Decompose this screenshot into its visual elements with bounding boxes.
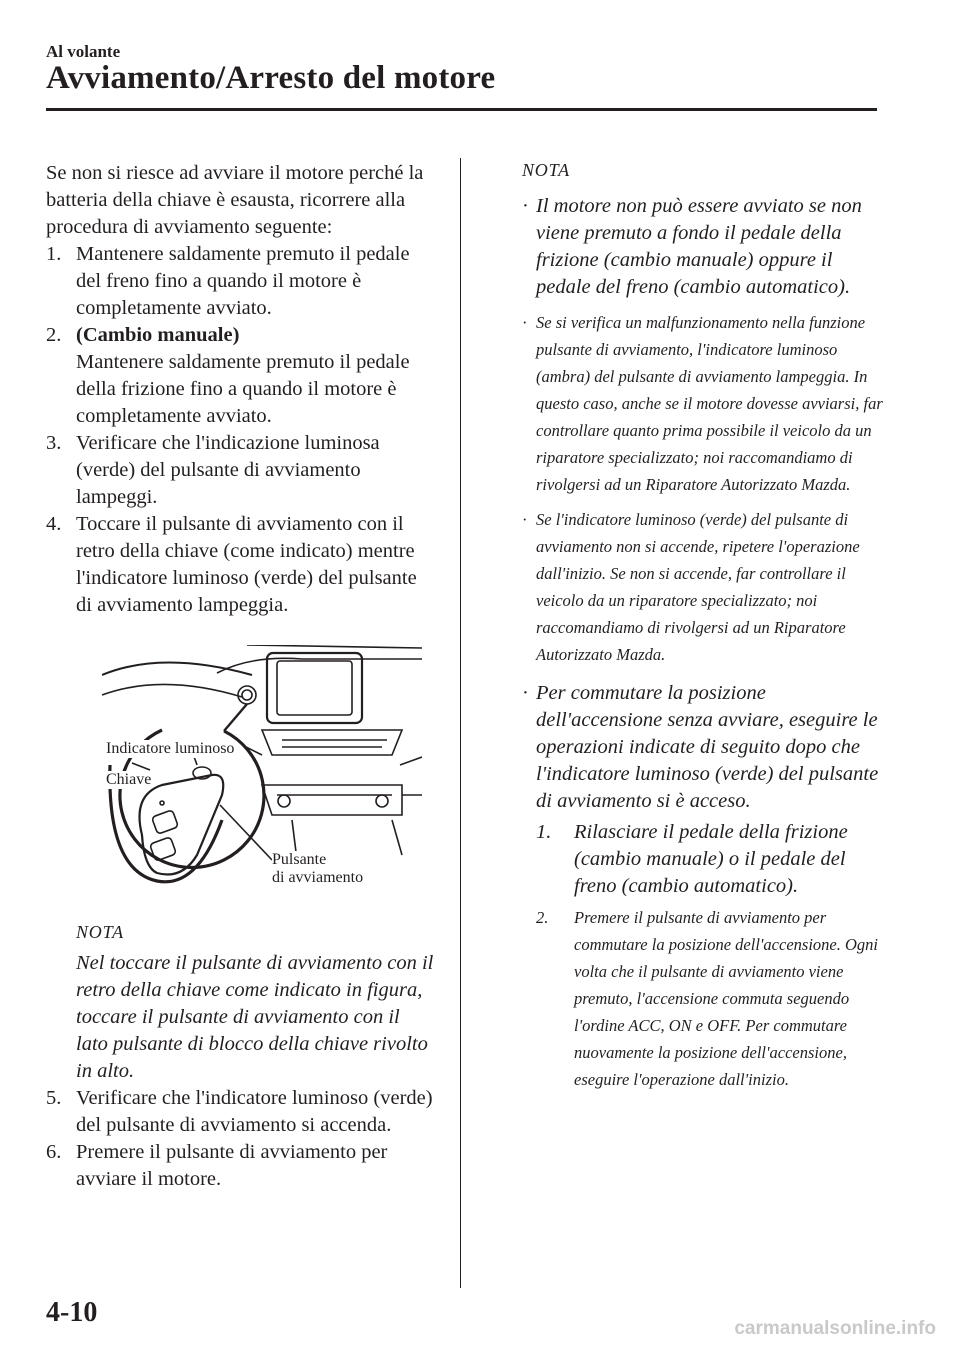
step-number: 1. bbox=[46, 243, 62, 265]
bullet-text: Se si verifica un malfunzionamento nella funzione pulsante di avviamento, l'indicatore luminoso (ambra) del pulsante di avviamento lampeggia. In questo caso, anche se il motore dovesse avviarsi, far controllare quanto prima possibile il veicolo da un riparatore specializzato; noi raccomandiamo di rivolgersi ad un Riparatore Autorizzato Mazda. bbox=[536, 313, 883, 494]
bullet-text: Il motore non può essere avviato se non viene premuto a fondo il pedale della frizione (cambio manuale) oppure il pedale del freno (cambio automatico). bbox=[536, 195, 862, 298]
start-button-figure bbox=[102, 645, 422, 905]
step-text: Verificare che l'indicazione luminosa (verde) del pulsante di avviamento lampeggi. bbox=[76, 432, 380, 508]
step-2 bbox=[46, 322, 436, 430]
step-number: 3. bbox=[46, 432, 62, 454]
step-number: 6. bbox=[46, 1141, 62, 1163]
step-text: Mantenere saldamente premuto il pedale della frizione fino a quando il motore è completamente avviato. bbox=[76, 351, 410, 427]
bullet-text: Per commutare la posizione dell'accensione senza avviare, eseguire le operazioni indicate di seguito dopo che l'indicatore luminoso (verde) del pulsante di avviamento si è acceso. bbox=[536, 682, 879, 812]
column-divider bbox=[460, 158, 461, 1288]
bullet-text: Se l'indicatore luminoso (verde) del pulsante di avviamento non si accende, ripetere l'operazione dall'inizio. Se non si accende, far controllare il veicolo da un riparatore specializzato; noi raccomandiamo di rivolgersi ad un Riparatore Autorizzato Mazda. bbox=[536, 510, 860, 664]
left-nota bbox=[46, 919, 436, 1085]
bullet-dot: · bbox=[522, 682, 529, 704]
sub-step-1 bbox=[536, 819, 892, 900]
nota-bullet bbox=[522, 193, 892, 301]
sub-step-text: Premere il pulsante di avviamento per commutare la posizione dell'accensione. Ogni volta che il pulsante di avviamento viene premuto, l'accensione commuta seguendo l'ordine ACC, ON e OFF. Per commutare nuovamente la posizione dell'accensione, eseguire l'operazione dall'inizio. bbox=[574, 908, 878, 1089]
step-heading: (Cambio manuale) bbox=[76, 324, 240, 346]
step-6 bbox=[46, 1139, 436, 1193]
page-number: 4-10 bbox=[46, 1297, 98, 1328]
step-text: Toccare il pulsante di avviamento con il retro della chiave (come indicato) mentre l'indicatore luminoso (verde) del pulsante di avviamento lampeggia. bbox=[76, 513, 417, 616]
step-text: Verificare che l'indicatore luminoso (verde) del pulsante di avviamento si accenda. bbox=[76, 1087, 433, 1136]
nota-label: NOTA bbox=[76, 922, 124, 942]
bullet-dot: · bbox=[522, 195, 529, 217]
page-title: Avviamento/Arresto del motore bbox=[46, 60, 496, 96]
start-button-callout-line1: Pulsante bbox=[272, 851, 327, 868]
indicator-callout: Indicatore luminoso bbox=[106, 740, 235, 757]
nota-bullet bbox=[522, 309, 892, 498]
step-text: Premere il pulsante di avviamento per avviare il motore. bbox=[76, 1141, 388, 1190]
nota-label: NOTA bbox=[522, 160, 570, 180]
section-label: Al volante bbox=[46, 42, 121, 61]
bullet-dot: · bbox=[522, 510, 528, 529]
start-button-callout-line2: di avviamento bbox=[272, 869, 364, 886]
nota-text: Nel toccare il pulsante di avviamento con il retro della chiave come indicato in figura, toccare il pulsante di avviamento con il lato pulsante di blocco della chiave rivolto in alto. bbox=[76, 952, 434, 1082]
watermark: carmanualsonline.info bbox=[734, 1318, 936, 1339]
key-callout: Chiave bbox=[106, 771, 152, 788]
step-1 bbox=[46, 241, 436, 322]
title-rule bbox=[46, 108, 877, 111]
sub-step-2 bbox=[536, 904, 892, 1093]
intro-paragraph: Se non si riesce ad avviare il motore perché la batteria della chiave è esausta, ricorrere alla procedura di avviamento seguente: bbox=[46, 162, 424, 238]
right-column bbox=[522, 160, 892, 1093]
step-number: 4. bbox=[46, 513, 62, 535]
step-number: 5. bbox=[46, 1087, 62, 1109]
step-5 bbox=[46, 1085, 436, 1139]
left-column bbox=[46, 160, 436, 1193]
nota-bullet bbox=[522, 506, 892, 668]
step-number: 2. bbox=[46, 324, 62, 346]
step-text: Mantenere saldamente premuto il pedale del freno fino a quando il motore è completamente avviato. bbox=[76, 243, 410, 319]
sub-step-text: Rilasciare il pedale della frizione (cambio manuale) o il pedale del freno (cambio automatico). bbox=[574, 821, 848, 897]
step-4 bbox=[46, 511, 436, 619]
nota-bullet bbox=[522, 680, 892, 815]
bullet-dot: · bbox=[522, 313, 528, 332]
sub-step-number: 2. bbox=[536, 908, 549, 927]
sub-step-number: 1. bbox=[536, 821, 552, 843]
step-3 bbox=[46, 430, 436, 511]
